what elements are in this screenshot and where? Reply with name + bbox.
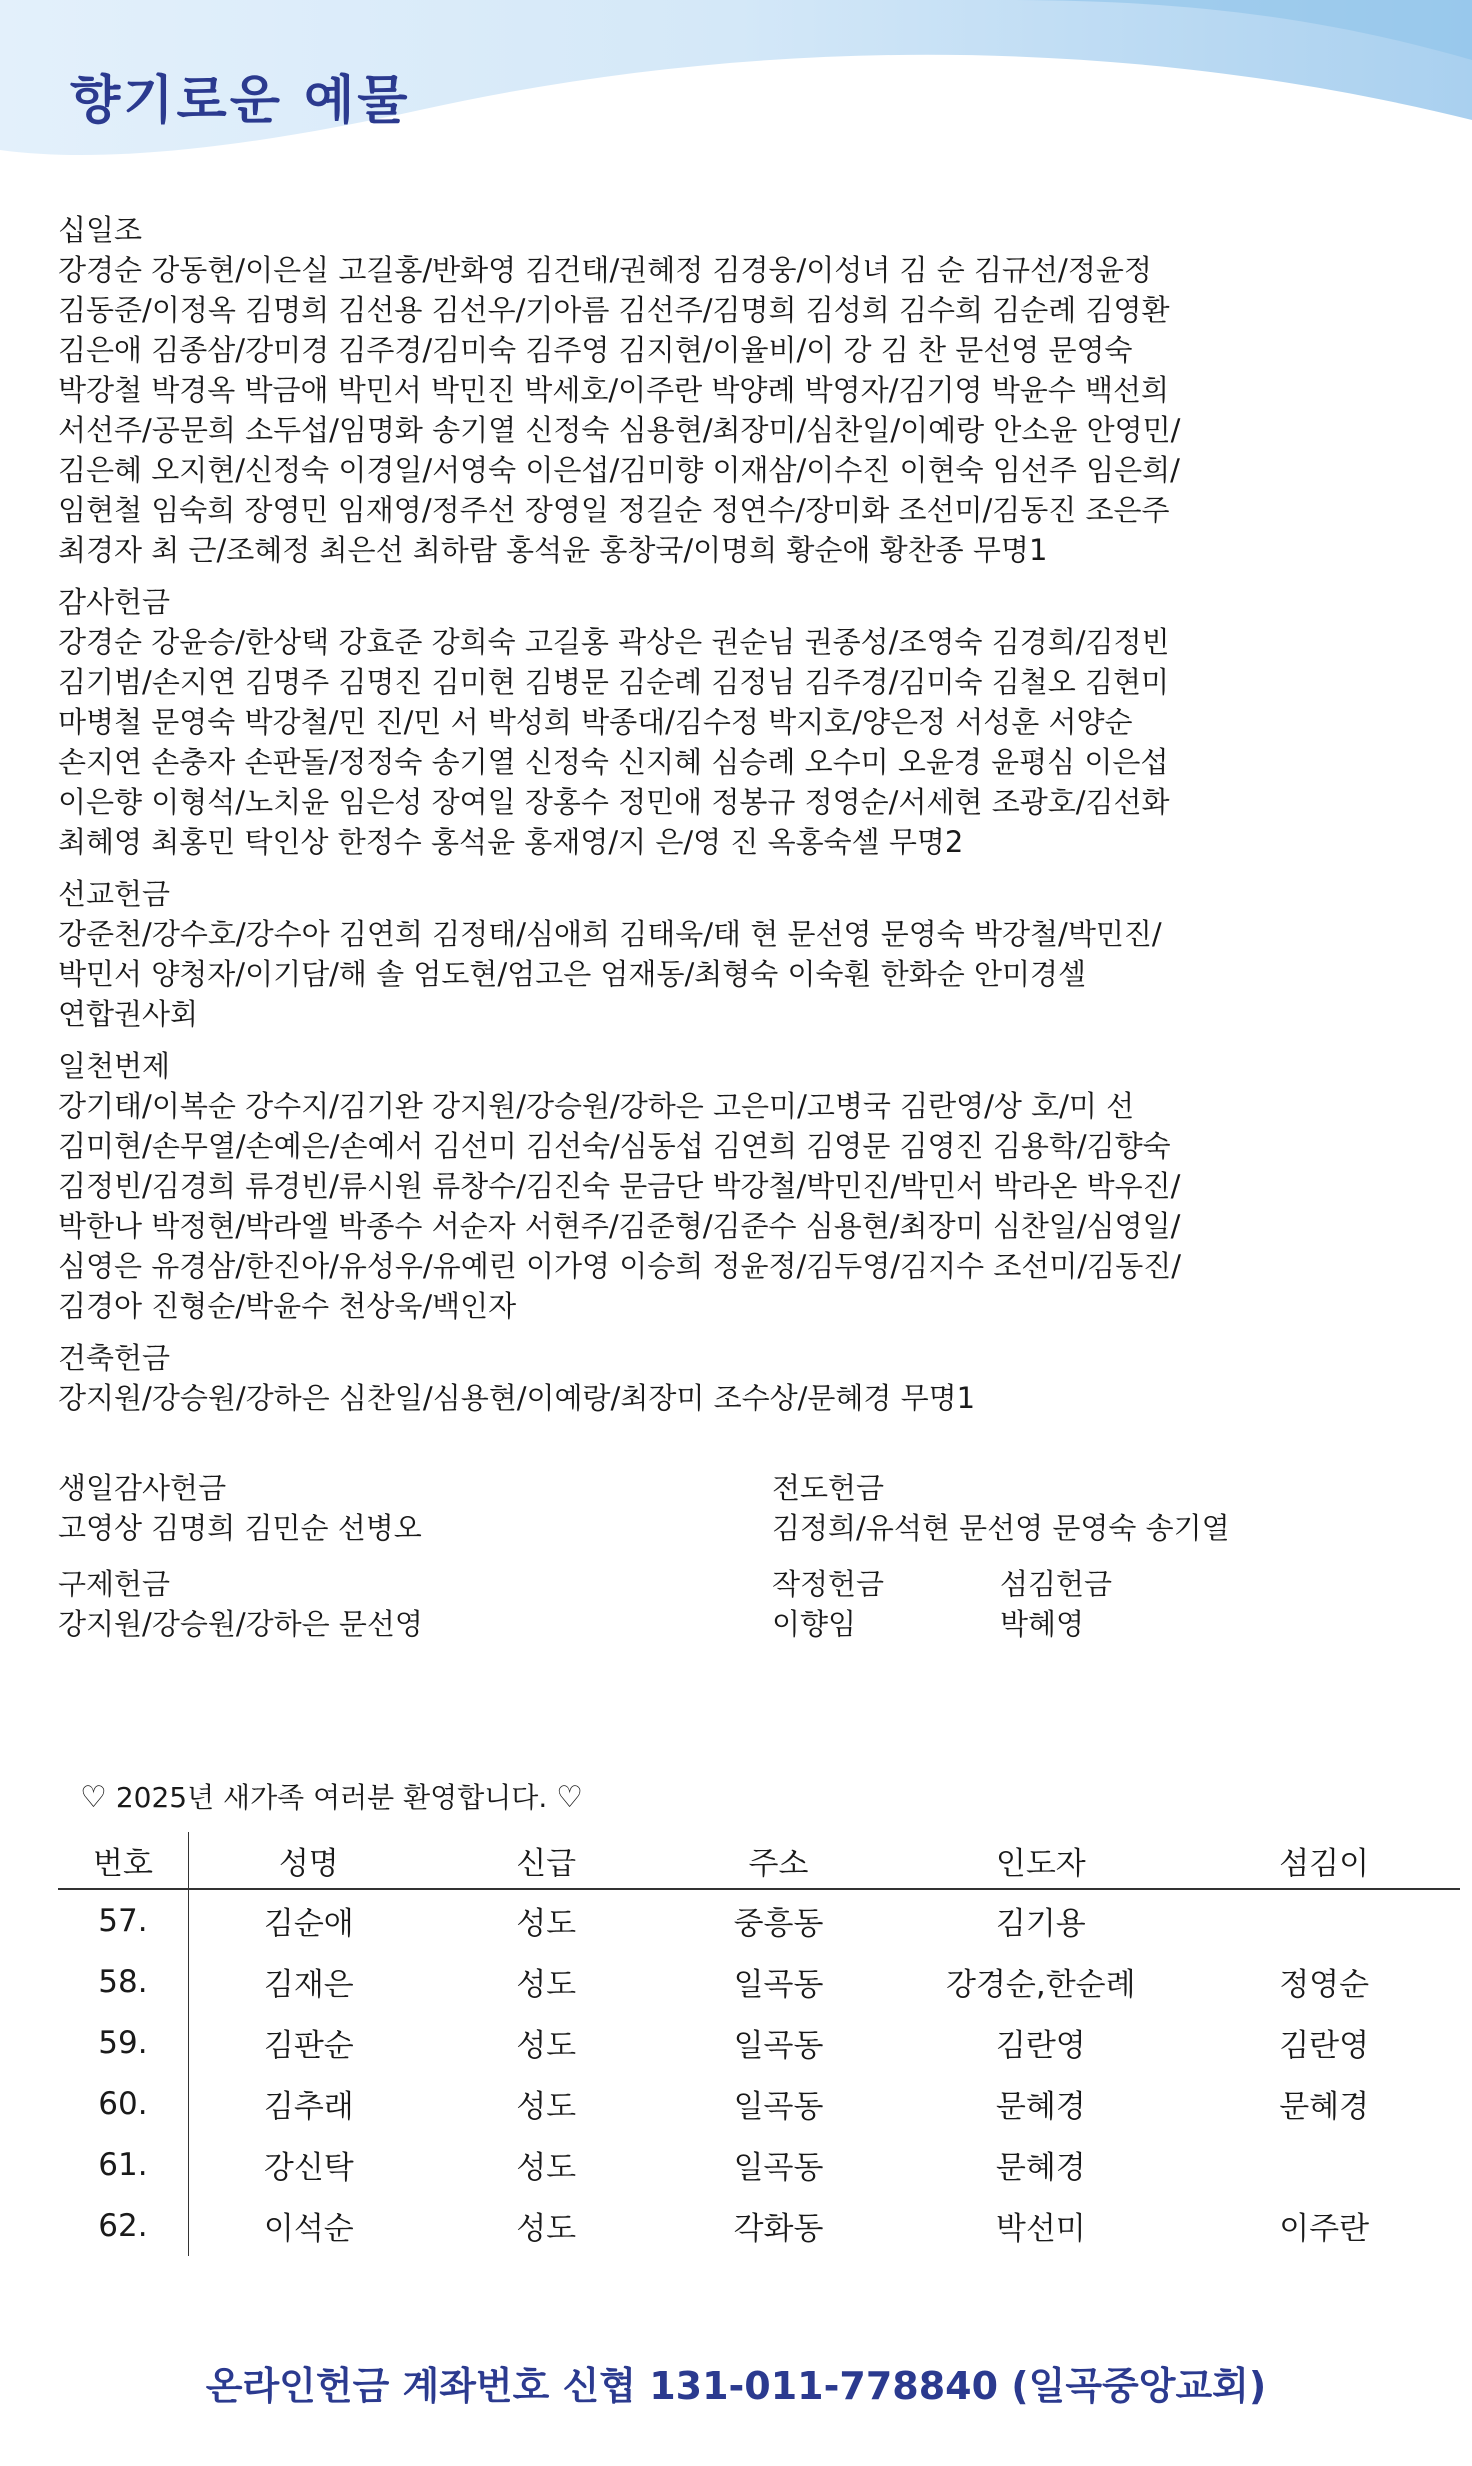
table-cell: 각화동 <box>733 2211 824 2247</box>
table-cell: 일곡동 <box>733 2089 824 2125</box>
column-header: 인도자 <box>995 1845 1086 1882</box>
table-cell: 문혜경 <box>995 2150 1086 2186</box>
donor-line: 강준천/강수호/강수아 김연희 김정태/심애희 김태욱/태 현 문선영 문영숙 박강철/박민진/ <box>58 917 1162 951</box>
table-cell: 성도 <box>516 2211 577 2247</box>
donor-line: 강경순 강동현/이은실 고길홍/반화영 김건태/권혜정 김경웅/이성녀 김 순 김규선/정윤정 <box>58 253 1152 287</box>
donor-line: 박민서 양청자/이기담/해 솔 엄도현/엄고은 엄재동/최형숙 이숙훤 한화순 안미경셀 <box>58 957 1087 991</box>
column-header: 성명 <box>278 1845 339 1882</box>
table-cell: 이주란 <box>1279 2211 1370 2247</box>
section-tithe <box>58 210 1428 570</box>
donor-line: 김기범/손지연 김명주 김명진 김미현 김병문 김순례 김정님 김주경/김미숙 김철오 김현미 <box>58 665 1170 699</box>
table-cell: 김란영 <box>995 2028 1086 2064</box>
page-title: 향기로운 예물 <box>70 71 411 131</box>
column-header: 주소 <box>748 1845 809 1882</box>
online-offering-account: 온라인헌금 계좌번호 신협 131-011-778840 (일곡중앙교회) <box>205 2364 1267 2408</box>
heart-icon: ♡ <box>556 1780 584 1815</box>
table-cell: 강경순,한순례 <box>946 1967 1136 2003</box>
table-cell: 57. <box>58 1890 189 1951</box>
table-cell: 61. <box>58 2134 189 2195</box>
section-title: 작정헌금 <box>772 1567 885 1601</box>
donor-line: 박강철 박경옥 박금애 박민서 박민진 박세호/이주란 박양례 박영자/김기영 박윤수 백선희 <box>58 373 1170 407</box>
section-building <box>58 1338 1428 1418</box>
offering-sections <box>58 210 1428 1430</box>
donor-line: 최경자 최 근/조혜정 최은선 최하람 홍석윤 홍창국/이명희 황순애 황찬종 무명1 <box>58 533 1048 567</box>
section-title: 십일조 <box>58 213 143 247</box>
table-cell: 일곡동 <box>733 2150 824 2186</box>
table-row <box>58 2073 1460 2134</box>
table-cell: 성도 <box>516 1906 577 1942</box>
donor-line: 김동준/이정옥 김명희 김선용 김선우/기아름 김선주/김명희 김성희 김수희 김순례 김영환 <box>58 293 1170 327</box>
heart-icon: ♡ <box>80 1780 107 1815</box>
table-cell: 이석순 <box>263 2211 354 2247</box>
donor-line: 김은애 김종삼/강미경 김주경/김미숙 김주영 김지현/이율비/이 강 김 찬 문선영 문영숙 <box>58 333 1133 367</box>
table-cell: 62. <box>58 2195 189 2256</box>
donor-line: 임현철 임숙희 장영민 임재영/정주선 장영일 정길순 정연수/장미화 조선미/김동진 조은주 <box>58 493 1170 527</box>
section-title: 감사헌금 <box>58 585 171 619</box>
section-mission <box>58 874 1428 1034</box>
donor-line: 이향임 <box>772 1607 857 1641</box>
table-cell: 일곡동 <box>733 1967 824 2003</box>
donor-line: 마병철 문영숙 박강철/민 진/민 서 박성희 박종대/김수정 박지호/양은정 서성훈 서양순 <box>58 705 1133 739</box>
table-cell: 김순애 <box>263 1906 354 1942</box>
table-row <box>58 1890 1460 1951</box>
resolution-offering <box>772 1564 992 1644</box>
table-cell: 성도 <box>516 2089 577 2125</box>
donor-line: 강기태/이복순 강수지/김기완 강지원/강승원/강하은 고은미/고병국 김란영/상 호/미 선 <box>58 1089 1135 1123</box>
donor-line: 김은혜 오지현/신정숙 이경일/서영숙 이은섭/김미향 이재삼/이수진 이현숙 임선주 임은희/ <box>58 453 1180 487</box>
table-cell: 성도 <box>516 2028 577 2064</box>
donor-line: 최혜영 최홍민 탁인상 한정수 홍석윤 홍재영/지 은/영 진 옥홍숙셀 무명2 <box>58 825 964 859</box>
table-cell: 성도 <box>516 2150 577 2186</box>
table-row <box>58 2012 1460 2073</box>
table-row <box>58 2134 1460 2195</box>
relief-offering <box>58 1564 658 1644</box>
table-cell: 김추래 <box>263 2089 354 2125</box>
section-thanksgiving <box>58 582 1428 862</box>
donor-line: 이은향 이형석/노치윤 임은성 장여일 장홍수 정민애 정봉규 정영순/서세현 조광호/김선화 <box>58 785 1170 819</box>
donor-line: 심영은 유경삼/한진아/유성우/유예린 이가영 이승희 정윤정/김두영/김지수 조선미/김동진/ <box>58 1249 1181 1283</box>
section-title: 생일감사헌금 <box>58 1471 227 1505</box>
donor-line: 김정빈/김경희 류경빈/류시원 류창수/김진숙 문금단 박강철/박민진/박민서 박라온 박우진/ <box>58 1169 1181 1203</box>
newcomer-table <box>58 1832 1460 2256</box>
section-title: 섬김헌금 <box>1000 1567 1113 1601</box>
table-cell: 김란영 <box>1279 2028 1370 2064</box>
donor-line: 김미현/손무열/손예은/손예서 김선미 김선숙/심동섭 김연희 김영문 김영진 김용학/김향숙 <box>58 1129 1171 1163</box>
donor-line: 고영상 김명희 김민순 선병오 <box>58 1511 422 1545</box>
donor-line: 김경아 진형순/박윤수 천상욱/백인자 <box>58 1289 517 1323</box>
table-header <box>58 1832 1460 1890</box>
donor-line: 연합권사회 <box>58 997 199 1031</box>
table-cell: 김판순 <box>263 2028 354 2064</box>
section-thousand-offerings <box>58 1046 1428 1326</box>
donor-line: 박한나 박정현/박라엘 박종수 서순자 서현주/김준형/김준수 심용현/최장미 심찬일/심영일/ <box>58 1209 1181 1243</box>
welcome-text: 2025년 새가족 여러분 환영합니다. <box>115 1781 548 1814</box>
table-cell: 정영순 <box>1279 1967 1370 2003</box>
table-row <box>58 2195 1460 2256</box>
table-cell: 성도 <box>516 1967 577 2003</box>
donor-line: 강지원/강승원/강하은 문선영 <box>58 1607 423 1641</box>
table-cell: 박선미 <box>995 2211 1086 2247</box>
section-title: 구제헌금 <box>58 1567 171 1601</box>
donor-line: 강경순 강윤승/한상택 강효준 강희숙 고길홍 곽상은 권순님 권종성/조영숙 김경희/김정빈 <box>58 625 1170 659</box>
table-cell: 강신탁 <box>263 2150 354 2186</box>
donor-line: 김정희/유석현 문선영 문영숙 송기열 <box>772 1511 1230 1545</box>
table-row <box>58 1951 1460 2012</box>
table-cell: 문혜경 <box>1279 2089 1370 2125</box>
welcome-message <box>80 1776 583 1816</box>
column-header: 번호 <box>58 1832 189 1888</box>
table-cell: 59. <box>58 2012 189 2073</box>
table-cell: 일곡동 <box>733 2028 824 2064</box>
section-title: 전도헌금 <box>772 1471 885 1505</box>
service-offering <box>1000 1564 1300 1644</box>
donor-line: 손지연 손충자 손판돌/정정숙 송기열 신정숙 신지혜 심승례 오수미 오윤경 윤평심 이은섭 <box>58 745 1169 779</box>
table-cell: 60. <box>58 2073 189 2134</box>
table-cell: 문혜경 <box>995 2089 1086 2125</box>
section-title: 일천번제 <box>58 1049 171 1083</box>
table-body <box>58 1890 1460 2256</box>
birthday-offering <box>58 1468 658 1548</box>
evangelism-offering <box>772 1468 1372 1548</box>
table-cell: 김재은 <box>263 1967 354 2003</box>
table-cell: 중흥동 <box>733 1906 824 1942</box>
section-title: 선교헌금 <box>58 877 171 911</box>
donor-line: 박혜영 <box>1000 1607 1085 1641</box>
column-header: 섬김이 <box>1279 1845 1370 1882</box>
donor-line: 강지원/강승원/강하은 심찬일/심용현/이예랑/최장미 조수상/문혜경 무명1 <box>58 1381 976 1415</box>
table-cell: 김기용 <box>995 1906 1086 1942</box>
table-cell: 58. <box>58 1951 189 2012</box>
section-title: 건축헌금 <box>58 1341 171 1375</box>
donor-line: 서선주/공문희 소두섭/임명화 송기열 신정숙 심용현/최장미/심찬일/이예랑 안소윤 안영민/ <box>58 413 1181 447</box>
column-header: 신급 <box>516 1845 577 1882</box>
